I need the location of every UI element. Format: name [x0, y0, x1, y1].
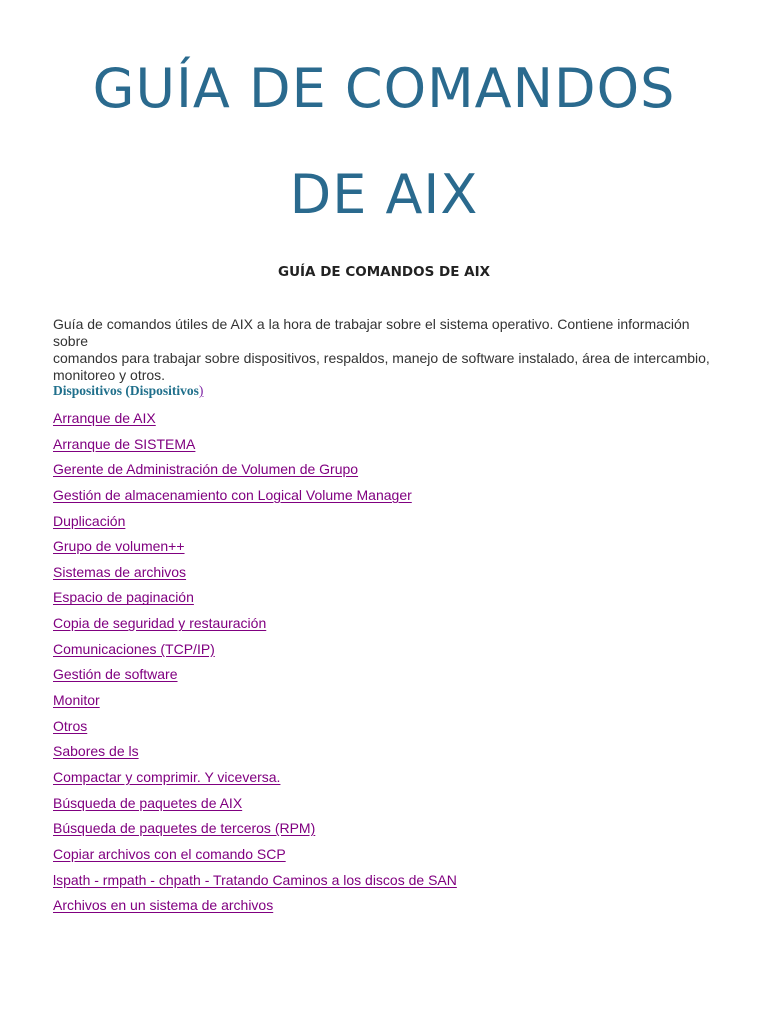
toc-item — [53, 612, 457, 638]
toc-link-list — [53, 407, 457, 920]
toc-link-comunicaciones[interactable]: Comunicaciones (TCP/IP) — [53, 640, 215, 657]
toc-link-lspath[interactable]: lspath - rmpath - chpath - Tratando Caminos a los discos de SAN — [53, 871, 457, 888]
intro-line-2: comandos para trabajar sobre dispositivos, respaldos, manejo de software instalado, área de intercambio, — [53, 350, 710, 366]
toc-item — [53, 740, 457, 766]
toc-link-sabores-ls[interactable]: Sabores de ls — [53, 743, 139, 760]
toc-item — [53, 792, 457, 818]
toc-link-sistemas-archivos[interactable]: Sistemas de archivos — [53, 563, 187, 580]
toc-item — [53, 843, 457, 869]
toc-item — [53, 663, 457, 689]
toc-link-busqueda-aix[interactable]: Búsqueda de paquetes de AIX — [53, 794, 243, 811]
section-label-text: Dispositivos (Dispositivos — [53, 383, 199, 398]
toc-link-duplicacion[interactable]: Duplicación — [53, 512, 126, 529]
toc-item — [53, 484, 457, 510]
toc-item — [53, 535, 457, 561]
toc-link-busqueda-rpm[interactable]: Búsqueda de paquetes de terceros (RPM) — [53, 820, 316, 837]
section-label-dispositivos — [53, 383, 203, 399]
toc-item — [53, 433, 457, 459]
document-title-line-1: GUÍA DE COMANDOS — [92, 57, 676, 120]
intro-line-1: Guía de comandos útiles de AIX a la hora de trabajar sobre el sistema operativo. Contiene información sobre — [53, 316, 690, 349]
section-label-close-link[interactable]: ) — [198, 383, 204, 398]
toc-item — [53, 407, 457, 433]
toc-item — [53, 586, 457, 612]
toc-item — [53, 561, 457, 587]
intro-paragraph — [53, 316, 723, 384]
toc-link-gestion-software[interactable]: Gestión de software — [53, 666, 178, 683]
document-subtitle: GUÍA DE COMANDOS DE AIX — [277, 264, 491, 280]
intro-line-3: monitoreo y otros. — [53, 367, 166, 383]
toc-item — [53, 766, 457, 792]
toc-link-espacio-paginacion[interactable]: Espacio de paginación — [53, 589, 194, 606]
toc-link-monitor[interactable]: Monitor — [53, 692, 100, 709]
toc-item — [53, 689, 457, 715]
toc-link-arranque-aix[interactable]: Arranque de AIX — [53, 410, 156, 426]
toc-item — [53, 638, 457, 664]
toc-item — [53, 817, 457, 843]
toc-item — [53, 869, 457, 895]
toc-link-compactar[interactable]: Compactar y comprimir. Y viceversa. — [53, 768, 281, 785]
toc-link-scp[interactable]: Copiar archivos con el comando SCP — [53, 845, 286, 862]
toc-link-grupo-volumen[interactable]: Grupo de volumen++ — [53, 538, 185, 555]
toc-item — [53, 510, 457, 536]
toc-link-archivos-sistema[interactable]: Archivos en un sistema de archivos — [53, 897, 274, 914]
document-title-line-2: DE AIX — [289, 163, 479, 226]
toc-link-otros[interactable]: Otros — [53, 717, 88, 734]
toc-link-arranque-sistema[interactable]: Arranque de SISTEMA — [53, 435, 196, 452]
toc-link-copia-seguridad[interactable]: Copia de seguridad y restauración — [53, 615, 267, 632]
toc-link-gerente-volumen[interactable]: Gerente de Administración de Volumen de Grupo — [53, 461, 359, 478]
toc-link-lvm[interactable]: Gestión de almacenamiento con Logical Volume Manager — [53, 486, 412, 503]
toc-item — [53, 458, 457, 484]
toc-item — [53, 894, 457, 920]
toc-item — [53, 715, 457, 741]
